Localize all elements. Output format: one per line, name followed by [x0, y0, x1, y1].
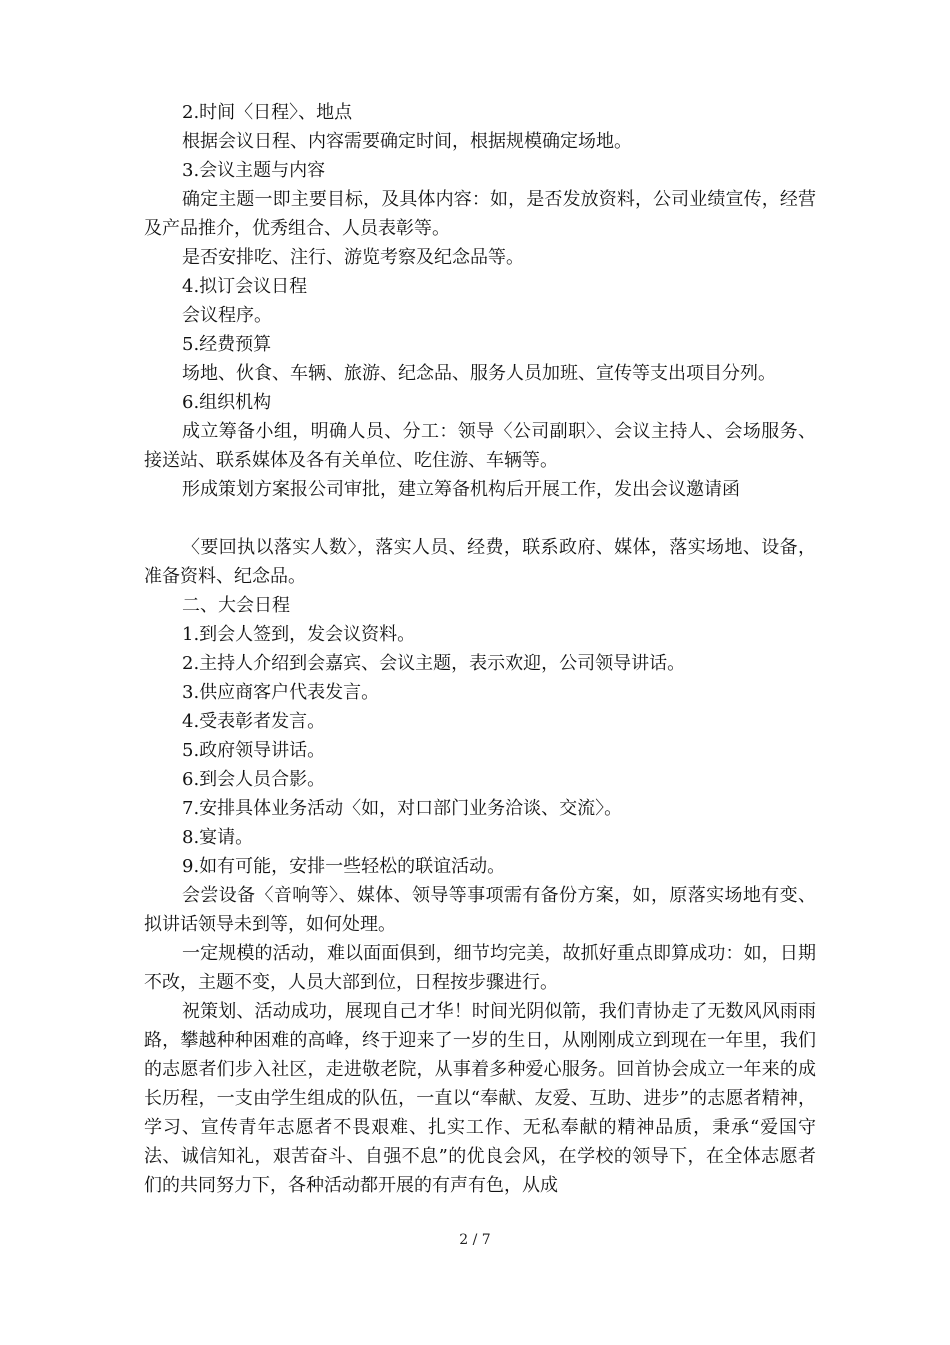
list-item: 8.宴请。	[182, 827, 254, 848]
page-number: 2 / 7	[459, 1232, 491, 1248]
section-heading: 二、大会日程	[182, 595, 290, 616]
paragraph: 2.时间〈日程〉、地点	[182, 102, 353, 123]
paragraph: 6.组织机构	[182, 392, 272, 413]
paragraph: 确定主题一即主要目标，及具体内容：如，是否发放资料，公司业绩宣传，经营及产品推介，优秀组合、人员表彰等。	[144, 189, 816, 239]
list-item: 3.供应商客户代表发言。	[182, 682, 380, 703]
list-item: 6.到会人员合影。	[182, 769, 326, 790]
list-item: 9.如有可能，安排一些轻松的联谊活动。	[182, 856, 506, 877]
list-item: 1.到会人签到，发会议资料。	[182, 624, 416, 645]
paragraph: 是否安排吃、注行、游览考察及纪念品等。	[182, 247, 524, 268]
paragraph: 3.会议主题与内容	[182, 160, 326, 181]
blank-line	[144, 504, 816, 533]
list-item: 4.受表彰者发言。	[182, 711, 326, 732]
document-body	[144, 98, 816, 1200]
paragraph: 一定规模的活动，难以面面俱到，细节均完美，故抓好重点即算成功：如，日期不改，主题不变，人员大部到位，日程按步骤进行。	[144, 943, 816, 993]
paragraph: 会议程序。	[182, 305, 272, 326]
paragraph: 会尝设备〈音响等〉、媒体、领导等事项需有备份方案，如，原落实场地有变、拟讲话领导未到等，如何处理。	[144, 885, 816, 935]
list-item: 5.政府领导讲话。	[182, 740, 326, 761]
list-item: 7.安排具体业务活动〈如，对口部门业务洽谈、交流〉。	[182, 798, 623, 819]
paragraph: 4.拟订会议日程	[182, 276, 308, 297]
paragraph: 场地、伙食、车辆、旅游、纪念品、服务人员加班、宣传等支出项目分列。	[182, 363, 776, 384]
paragraph: 形成策划方案报公司审批，建立筹备机构后开展工作，发出会议邀请函	[182, 479, 740, 500]
paragraph: 根据会议日程、内容需要确定时间，根据规模确定场地。	[182, 131, 632, 152]
paragraph: 5.经费预算	[182, 334, 272, 355]
paragraph: 成立筹备小组，明确人员、分工：领导〈公司副职〉、会议主持人、会场服务、接送站、联系媒体及各有关单位、吃住游、车辆等。	[144, 421, 816, 471]
paragraph: 〈要回执以落实人数〉，落实人员、经费，联系政府、媒体，落实场地、设备，准备资料、纪念品。	[144, 537, 816, 587]
list-item: 2.主持人介绍到会嘉宾、会议主题，表示欢迎，公司领导讲话。	[182, 653, 686, 674]
paragraph: 祝策划、活动成功，展现自己才华！时间光阴似箭，我们青协走了无数风风雨雨路，攀越种种困难的高峰，终于迎来了一岁的生日，从刚刚成立到现在一年里，我们的志愿者们步入社区，走进敬老院，从事着多种爱心服务。回首协会成立一年来的成长历程，一支由学生组成的队伍，一直以“奉献、友爱、互助、进步”的志愿者精神，学习、宣传青年志愿者不畏艰难、扎实工作、无私奉献的精神品质，秉承“爱国守法、诚信知礼，艰苦奋斗、自强不息”的优良会风，在学校的领导下，在全体志愿者们的共同努力下，各种活动都开展的有声有色，从成	[144, 1001, 816, 1196]
